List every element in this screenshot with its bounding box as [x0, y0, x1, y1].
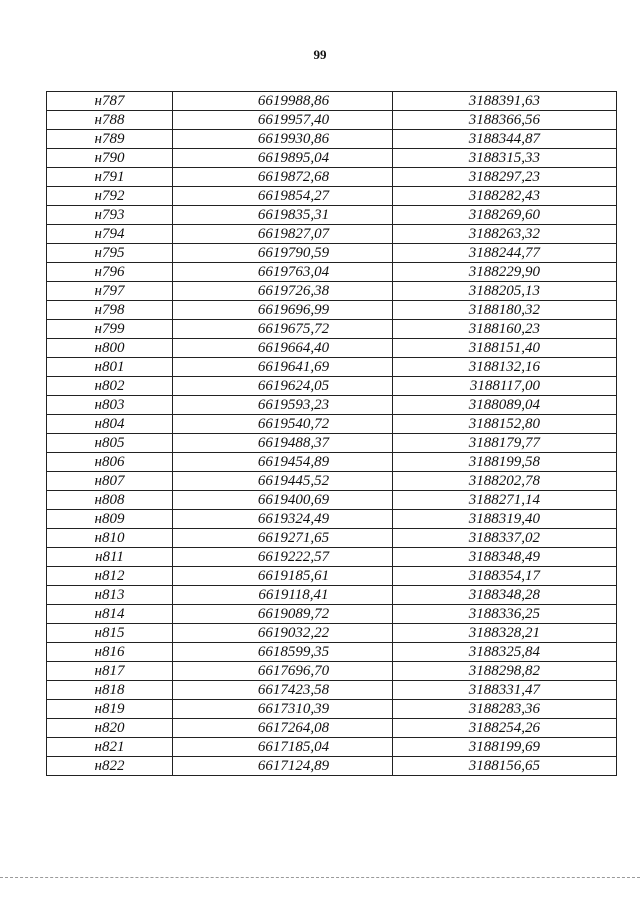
x-coordinate-cell: 6619540,72	[173, 415, 393, 434]
point-name-cell: н795	[47, 244, 173, 263]
table-row	[47, 358, 617, 377]
x-coordinate-cell: 6619988,86	[173, 92, 393, 111]
y-coordinate-cell: 3188328,21	[393, 624, 617, 643]
x-coordinate-cell: 6619675,72	[173, 320, 393, 339]
point-name-cell: н817	[47, 662, 173, 681]
point-name-cell: н808	[47, 491, 173, 510]
y-coordinate-cell: 3188298,82	[393, 662, 617, 681]
x-coordinate-cell: 6619593,23	[173, 396, 393, 415]
point-name-cell: н820	[47, 719, 173, 738]
y-coordinate-cell: 3188271,14	[393, 491, 617, 510]
point-name-cell: н794	[47, 225, 173, 244]
x-coordinate-cell: 6619324,49	[173, 510, 393, 529]
y-coordinate-cell: 3188263,32	[393, 225, 617, 244]
table-row	[47, 681, 617, 700]
table-row	[47, 586, 617, 605]
coordinates-table	[46, 91, 617, 776]
x-coordinate-cell: 6619488,37	[173, 434, 393, 453]
table-row	[47, 263, 617, 282]
table-row	[47, 206, 617, 225]
y-coordinate-cell: 3188160,23	[393, 320, 617, 339]
y-coordinate-cell: 3188199,69	[393, 738, 617, 757]
table-row	[47, 415, 617, 434]
point-name-cell: н812	[47, 567, 173, 586]
point-name-cell: н805	[47, 434, 173, 453]
y-coordinate-cell: 3188325,84	[393, 643, 617, 662]
x-coordinate-cell: 6619835,31	[173, 206, 393, 225]
coordinates-table-body	[47, 92, 617, 776]
point-name-cell: н793	[47, 206, 173, 225]
point-name-cell: н797	[47, 282, 173, 301]
x-coordinate-cell: 6618599,35	[173, 643, 393, 662]
y-coordinate-cell: 3188229,90	[393, 263, 617, 282]
table-row	[47, 662, 617, 681]
table-row	[47, 282, 617, 301]
point-name-cell: н788	[47, 111, 173, 130]
y-coordinate-cell: 3188205,13	[393, 282, 617, 301]
x-coordinate-cell: 6619930,86	[173, 130, 393, 149]
y-coordinate-cell: 3188344,87	[393, 130, 617, 149]
x-coordinate-cell: 6617124,89	[173, 757, 393, 776]
point-name-cell: н815	[47, 624, 173, 643]
y-coordinate-cell: 3188354,17	[393, 567, 617, 586]
point-name-cell: н803	[47, 396, 173, 415]
x-coordinate-cell: 6619957,40	[173, 111, 393, 130]
y-coordinate-cell: 3188244,77	[393, 244, 617, 263]
table-row	[47, 453, 617, 472]
point-name-cell: н802	[47, 377, 173, 396]
table-row	[47, 643, 617, 662]
point-name-cell: н814	[47, 605, 173, 624]
table-row	[47, 396, 617, 415]
point-name-cell: н791	[47, 168, 173, 187]
table-row	[47, 605, 617, 624]
point-name-cell: н807	[47, 472, 173, 491]
x-coordinate-cell: 6619641,69	[173, 358, 393, 377]
point-name-cell: н822	[47, 757, 173, 776]
x-coordinate-cell: 6619696,99	[173, 301, 393, 320]
table-row	[47, 187, 617, 206]
point-name-cell: н818	[47, 681, 173, 700]
x-coordinate-cell: 6617696,70	[173, 662, 393, 681]
point-name-cell: н799	[47, 320, 173, 339]
x-coordinate-cell: 6619185,61	[173, 567, 393, 586]
y-coordinate-cell: 3188117,00	[393, 377, 617, 396]
table-row	[47, 757, 617, 776]
x-coordinate-cell: 6619872,68	[173, 168, 393, 187]
y-coordinate-cell: 3188297,23	[393, 168, 617, 187]
table-row	[47, 700, 617, 719]
x-coordinate-cell: 6619032,22	[173, 624, 393, 643]
y-coordinate-cell: 3188199,58	[393, 453, 617, 472]
x-coordinate-cell: 6619790,59	[173, 244, 393, 263]
table-row	[47, 111, 617, 130]
table-row	[47, 92, 617, 111]
y-coordinate-cell: 3188180,32	[393, 301, 617, 320]
x-coordinate-cell: 6619454,89	[173, 453, 393, 472]
y-coordinate-cell: 3188152,80	[393, 415, 617, 434]
point-name-cell: н811	[47, 548, 173, 567]
point-name-cell: н796	[47, 263, 173, 282]
table-row	[47, 434, 617, 453]
x-coordinate-cell: 6619445,52	[173, 472, 393, 491]
table-row	[47, 529, 617, 548]
y-coordinate-cell: 3188331,47	[393, 681, 617, 700]
table-row	[47, 491, 617, 510]
x-coordinate-cell: 6619400,69	[173, 491, 393, 510]
point-name-cell: н821	[47, 738, 173, 757]
table-row	[47, 719, 617, 738]
table-row	[47, 339, 617, 358]
y-coordinate-cell: 3188156,65	[393, 757, 617, 776]
point-name-cell: н816	[47, 643, 173, 662]
y-coordinate-cell: 3188254,26	[393, 719, 617, 738]
x-coordinate-cell: 6619271,65	[173, 529, 393, 548]
x-coordinate-cell: 6619827,07	[173, 225, 393, 244]
point-name-cell: н801	[47, 358, 173, 377]
y-coordinate-cell: 3188366,56	[393, 111, 617, 130]
y-coordinate-cell: 3188269,60	[393, 206, 617, 225]
y-coordinate-cell: 3188283,36	[393, 700, 617, 719]
table-row	[47, 738, 617, 757]
table-row	[47, 168, 617, 187]
table-row	[47, 244, 617, 263]
table-row	[47, 320, 617, 339]
point-name-cell: н798	[47, 301, 173, 320]
y-coordinate-cell: 3188337,02	[393, 529, 617, 548]
x-coordinate-cell: 6619763,04	[173, 263, 393, 282]
y-coordinate-cell: 3188348,28	[393, 586, 617, 605]
table-row	[47, 225, 617, 244]
table-row	[47, 130, 617, 149]
point-name-cell: н813	[47, 586, 173, 605]
x-coordinate-cell: 6619118,41	[173, 586, 393, 605]
y-coordinate-cell: 3188151,40	[393, 339, 617, 358]
point-name-cell: н790	[47, 149, 173, 168]
page-number: 99	[313, 47, 327, 62]
x-coordinate-cell: 6617310,39	[173, 700, 393, 719]
y-coordinate-cell: 3188348,49	[393, 548, 617, 567]
x-coordinate-cell: 6617185,04	[173, 738, 393, 757]
x-coordinate-cell: 6619624,05	[173, 377, 393, 396]
x-coordinate-cell: 6619089,72	[173, 605, 393, 624]
x-coordinate-cell: 6619664,40	[173, 339, 393, 358]
y-coordinate-cell: 3188336,25	[393, 605, 617, 624]
x-coordinate-cell: 6619854,27	[173, 187, 393, 206]
point-name-cell: н787	[47, 92, 173, 111]
table-row	[47, 149, 617, 168]
x-coordinate-cell: 6617423,58	[173, 681, 393, 700]
table-row	[47, 510, 617, 529]
point-name-cell: н792	[47, 187, 173, 206]
x-coordinate-cell: 6619222,57	[173, 548, 393, 567]
y-coordinate-cell: 3188132,16	[393, 358, 617, 377]
table-row	[47, 624, 617, 643]
table-row	[47, 377, 617, 396]
point-name-cell: н809	[47, 510, 173, 529]
table-row	[47, 472, 617, 491]
y-coordinate-cell: 3188315,33	[393, 149, 617, 168]
y-coordinate-cell: 3188202,78	[393, 472, 617, 491]
point-name-cell: н819	[47, 700, 173, 719]
x-coordinate-cell: 6619895,04	[173, 149, 393, 168]
point-name-cell: н804	[47, 415, 173, 434]
point-name-cell: н806	[47, 453, 173, 472]
y-coordinate-cell: 3188089,04	[393, 396, 617, 415]
scan-artifact-line	[0, 877, 640, 878]
y-coordinate-cell: 3188179,77	[393, 434, 617, 453]
table-row	[47, 301, 617, 320]
point-name-cell: н789	[47, 130, 173, 149]
point-name-cell: н810	[47, 529, 173, 548]
y-coordinate-cell: 3188282,43	[393, 187, 617, 206]
table-row	[47, 548, 617, 567]
x-coordinate-cell: 6619726,38	[173, 282, 393, 301]
x-coordinate-cell: 6617264,08	[173, 719, 393, 738]
y-coordinate-cell: 3188319,40	[393, 510, 617, 529]
y-coordinate-cell: 3188391,63	[393, 92, 617, 111]
table-row	[47, 567, 617, 586]
point-name-cell: н800	[47, 339, 173, 358]
